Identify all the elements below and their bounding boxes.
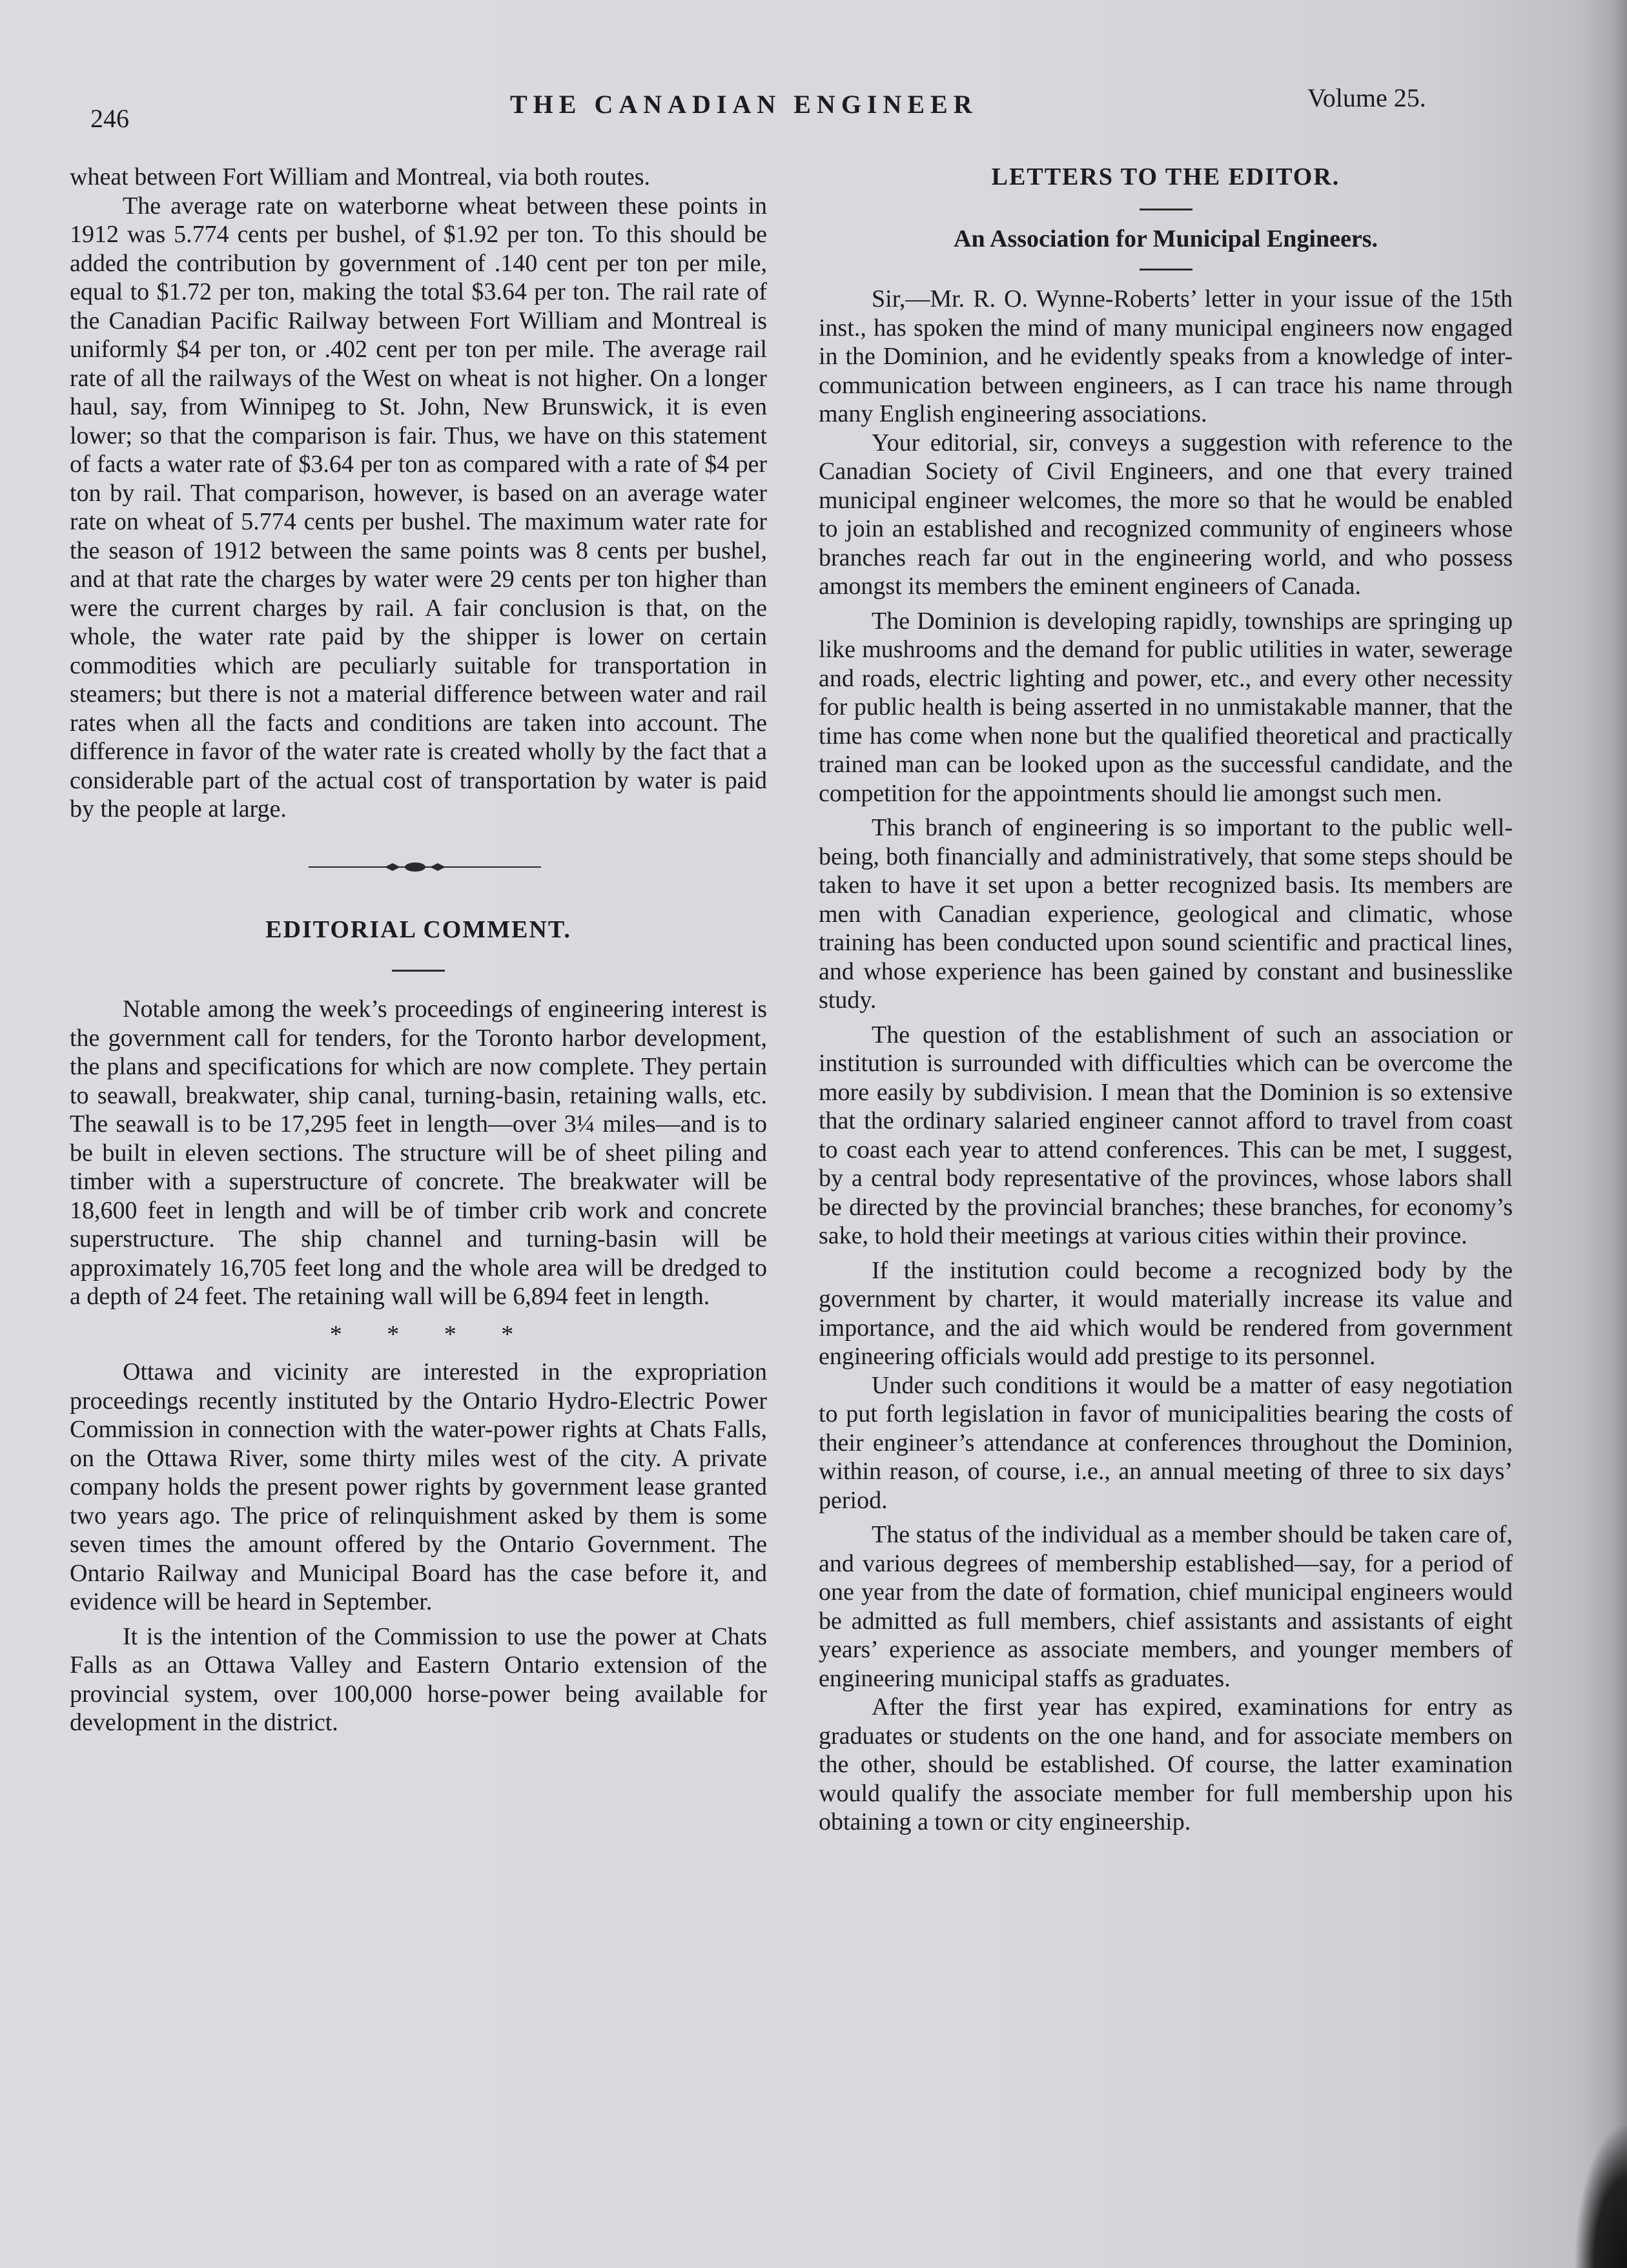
letter-subtitle: An Association for Municipal Engineers. <box>954 225 1378 252</box>
editorial-comment-heading: EDITORIAL COMMENT. <box>265 915 571 943</box>
letter-paragraph: The Dominion is developing rapidly, townships are springing up like mushrooms and the demand for public utilities in water, sewerage and roads, electric lighting and power, etc., and every other necessity for public health is being asserted in no unmistakable manner, that the time has come when none but the qualified theoretical and practically trained man can be looked upon as the successful candidate, and the competition for the appointments should lie amongst such men. <box>819 607 1513 807</box>
right-column <box>819 163 1513 1837</box>
continued-text-line: wheat between Fort William and Montreal, via both routes. <box>70 163 650 190</box>
left-column <box>70 163 767 1737</box>
running-title: THE CANADIAN ENGINEER <box>510 90 978 119</box>
letter-paragraph: The question of the establishment of such an association or institution is surrounded with difficulties which can be overcome the more easily by subdivision. I mean that the Dominion is so extensive that the ordinary salaried engineer cannot afford to travel from coast to coast each year to attend conferences. This can be met, I suggest, by a central body representative of the provinces, whose labors shall be directed by the provincial branches; these branches, for economy’s sake, to hold their meetings at various cities within their province. <box>819 1021 1513 1249</box>
letter-paragraph: After the first year has expired, examinations for entry as graduates or students on the one hand, and for associate members on the other, should be established. Of course, the latter examination would qualify the associate member for full membership upon his obtaining a town or city engineership. <box>819 1693 1513 1835</box>
page-number: 246 <box>90 104 129 133</box>
letter-paragraph: Sir,—Mr. R. O. Wynne-Roberts’ letter in your issue of the 15th inst., has spoken the mind of many municipal engineers now engaged in the Dominion, and he evidently speaks from a knowledge of inter-communication between engineers, as I can trace his name through many English engineering associations. <box>819 285 1513 427</box>
rate-comparison-paragraph: The average rate on waterborne wheat between these points in 1912 was 5.774 cents per bushel, of $1.92 per ton. To this should be added the contribution by government of .140 cent per ton per mile, equal to $1.72 per ton, making the total $3.64 per ton. The rail rate of the Canadian Pacific Railway between Fort William and Montreal is uniformly $4 per ton, or .402 cent per ton per mile. The average rail rate of all the railways of the West on wheat is not higher. On a longer haul, say, from Winnipeg to St. John, New Brunswick, it is even lower; so that the comparison is fair. Thus, we have on this statement of facts a water rate of $3.64 per ton as compared with a rate of $4 per ton by rail. That comparison, however, is based on an average water rate on wheat of 5.774 cents per bushel. The maximum water rate for the season of 1912 between the same points was 8 cents per bushel, and at that rate the charges by water were 29 cents per ton higher than were the current charges by rail. A fair conclusion is that, on the whole, the water rate paid by the shipper is lower on certain commodities which are peculiarly suitable for transportation in steamers; but there is not a material difference between water and rail rates when all the facts and conditions are taken into account. The difference in favor of the water rate is created wholly by the fact that a considerable part of the actual cost of transportation by water is paid by the people at large. <box>70 192 767 822</box>
letter-paragraph: This branch of engineering is so important to the public well-being, both financially and administratively, that some steps should be taken to have it set upon a better recognized basis. Its members are men with Canadian experience, geological and climatic, whose training has been conducted upon sound scientific and practical lines, and whose experience has been gained by constant and businesslike study. <box>819 814 1513 1014</box>
ornamental-divider <box>309 860 541 874</box>
editorial-paragraph-commission: It is the intention of the Commission to use the power at Chats Falls as an Ottawa Valley and Eastern Ontario extension of the provincial system, over 100,000 horse-power being available for development in the district. <box>70 1622 767 1736</box>
letter-paragraph: Your editorial, sir, conveys a suggestion with reference to the Canadian Society of Civil Engineers, and one that every trained municipal engineer welcomes, the more so that he would be enabled to join an established and recognized community of engineers whose branches reach far out in the engineering world, and who possess amongst its members the eminent engineers of Canada. <box>819 429 1513 600</box>
volume-label: Volume 25. <box>1307 83 1426 112</box>
section-separator: * * * * <box>329 1320 533 1348</box>
letter-paragraph: Under such conditions it would be a matter of easy negotiation to put forth legislation in favor of municipalities bearing the costs of their engineer’s attendance at conferences throughout the Dominion, within reason, of course, i.e., an annual meeting of three to six days’ period. <box>819 1371 1513 1514</box>
page-corner-shadow <box>1575 2126 1627 2268</box>
page-edge-shadow <box>1582 0 1627 2268</box>
editorial-paragraph-toronto-harbor: Notable among the week’s proceedings of engineering interest is the government call for tenders, for the Toronto harbor development, the plans and specifications for which are now complete. They pertain to seawall, breakwater, ship canal, turning-basin, retaining walls, etc. The seawall is to be 17,295 feet in length—over 3¼ miles—and is to be built in eleven sections. The structure will be of sheet piling and timber with a superstructure of concrete. The breakwater will be 18,600 feet in length and will be of timber crib work and concrete superstructure. The ship channel and turning-basin will be approximately 16,705 feet long and the whole area will be dredged to a depth of 24 feet. The retaining wall will be 6,894 feet in length. <box>70 996 767 1310</box>
letter-paragraph: The status of the individual as a member should be taken care of, and various degrees of membership established—say, for a period of one year from the date of formation, chief municipal engineers would be admitted as full members, chief assistants and assistants of eight years’ experience as associate members, and younger members of engineering municipal staffs as graduates. <box>819 1521 1513 1692</box>
letter-paragraph: If the institution could become a recognized body by the government by charter, it would materially increase its value and importance, and the aid which would be rendered from government engineering officials would add prestige to its personnel. <box>819 1256 1513 1370</box>
editorial-paragraph-chats-falls: Ottawa and vicinity are interested in the expropriation proceedings recently instituted by the Ontario Hydro-Electric Power Commission in connection with the water-power rights at Chats Falls, on the Ottawa River, some thirty miles west of the city. A private company holds the present power rights by government lease granted two years ago. The price of relinquishment asked by them is some seven times the amount offered by the Ontario Government. The Ontario Railway and Municipal Board has the case before it, and evidence will be heard in September. <box>70 1358 767 1615</box>
letters-heading: LETTERS TO THE EDITOR. <box>991 163 1340 190</box>
